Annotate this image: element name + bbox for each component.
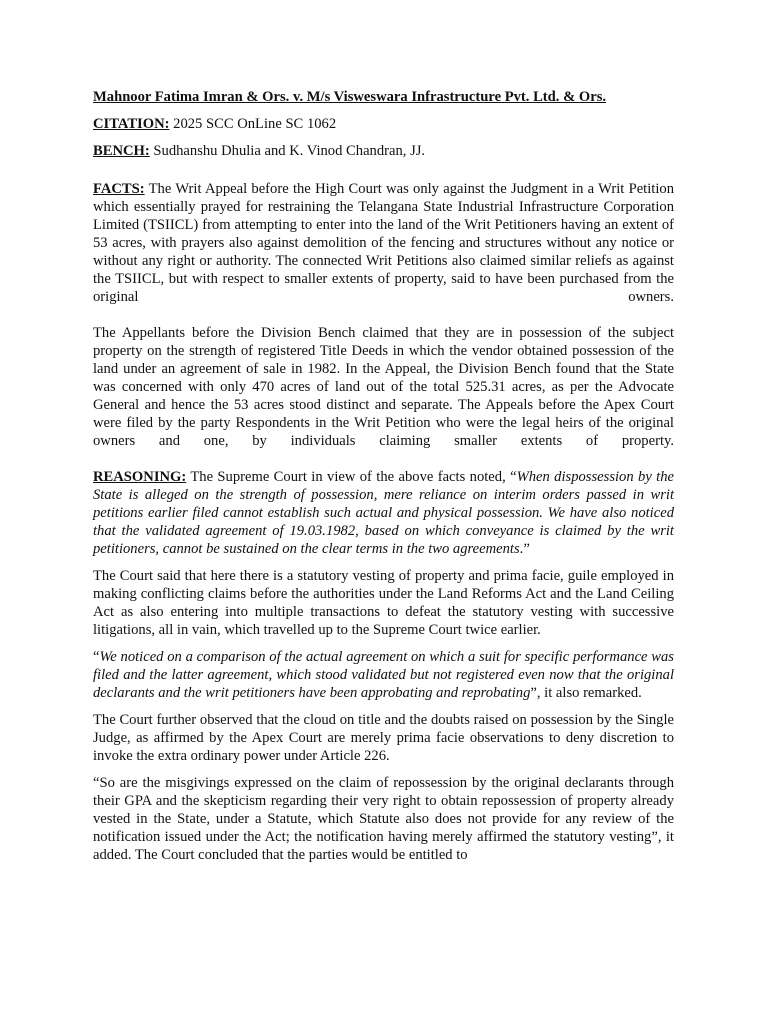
reasoning-quote-2: We noticed on a comparison of the actual agreement on which a suit for specific performance was filed and the latter agreement, which stood validated but not registered even now that the original declarants and the writ petitioners have been approbating and reprobating <box>93 649 674 701</box>
bench-value: Sudhanshu Dhulia and K. Vinod Chandran, JJ. <box>149 143 426 159</box>
facts-label: FACTS: <box>93 181 145 197</box>
reasoning-label: REASONING: <box>93 469 187 485</box>
bench-line <box>93 142 674 160</box>
facts-text: The Writ Appeal before the High Court was only against the Judgment in a Writ Petition which essentially prayed for restraining the Telangana State Industrial Infrastructure Corporation Limited (TSIICL) from attempting to enter into the land of the Writ Petitioners having an extent of 53 acres, with prayers also against demolition of the fencing and structures without any notice or without any right or authority. The connected Writ Petitions also claimed similar reliefs as against the TSIICL, but with respect to smaller extents of property, said to have been purchased from the original owners. <box>93 181 674 305</box>
document-page <box>93 86 674 864</box>
reasoning-quote: When dispossession by the State is alleged on the strength of possession, mere reliance on interim orders passed in writ petitions earlier filed cannot establish such actual and physical possession. We have also noticed that the validated agreement of 19.03.1982, based on which conveyance is claimed by the writ petitioners, cannot be sustained on the clear terms in the two agreements <box>93 469 675 557</box>
reasoning-paragraph-5: “So are the misgivings expressed on the claim of repossession by the original declarants through their GPA and the skepticism regarding their very right to obtain repossession of property already vested in the State, under a Statute, which Statute also does not provide for any review of the notification issued under the Act; the notification having merely affirmed the statutory vesting”, it added. The Court concluded that the parties would be entitled to <box>93 775 674 863</box>
citation-label: CITATION: <box>93 116 170 132</box>
citation-value: 2025 SCC OnLine SC 1062 <box>169 116 337 132</box>
reasoning-quote-paragraph <box>93 648 674 702</box>
reasoning-paragraph-2: The Court said that here there is a statutory vesting of property and prima facie, guile employed in making conflicting claims before the authorities under the Land Reforms Act and the Land Ceiling Act as also entering into multiple transactions to defeat the statutory vesting with successive litigations, all in vain, which travelled up to the Supreme Court twice earlier. <box>93 568 674 638</box>
facts-paragraph-2: The Appellants before the Division Bench claimed that they are in possession of the subject property on the strength of registered Title Deeds in which the vendor obtained possession of the land under an agreement of sale in 1982. In the Appeal, the Division Bench found that the State was concerned with only 470 acres of land out of the total 525.31 acres, as per the Advocate General and hence the 53 acres stood distinct and separate. The Appeals before the Apex Court were filed by the party Respondents in the Writ Petition who were the legal heirs of the original owners and one, by individuals claiming smaller extents of property. <box>93 325 674 449</box>
reasoning-intro: The Supreme Court in view of the above facts noted, “ <box>186 469 517 485</box>
reasoning-paragraph-4: The Court further observed that the cloud on title and the doubts raised on possession by the Single Judge, as affirmed by the Apex Court are merely prima facie observations to deny discretion to invoke the extra ordinary power under Article 226. <box>93 712 674 764</box>
reasoning-paragraph <box>93 468 674 558</box>
quote-open: “ <box>93 649 100 665</box>
facts-paragraph <box>93 180 674 306</box>
bench-label: BENCH: <box>93 143 150 159</box>
quote-close: ”, it also remarked. <box>530 685 642 701</box>
reasoning-quote-end: .” <box>519 541 530 557</box>
case-title: Mahnoor Fatima Imran & Ors. v. M/s Visweswara Infrastructure Pvt. Ltd. & Ors. <box>93 89 607 105</box>
citation-line <box>93 115 674 133</box>
